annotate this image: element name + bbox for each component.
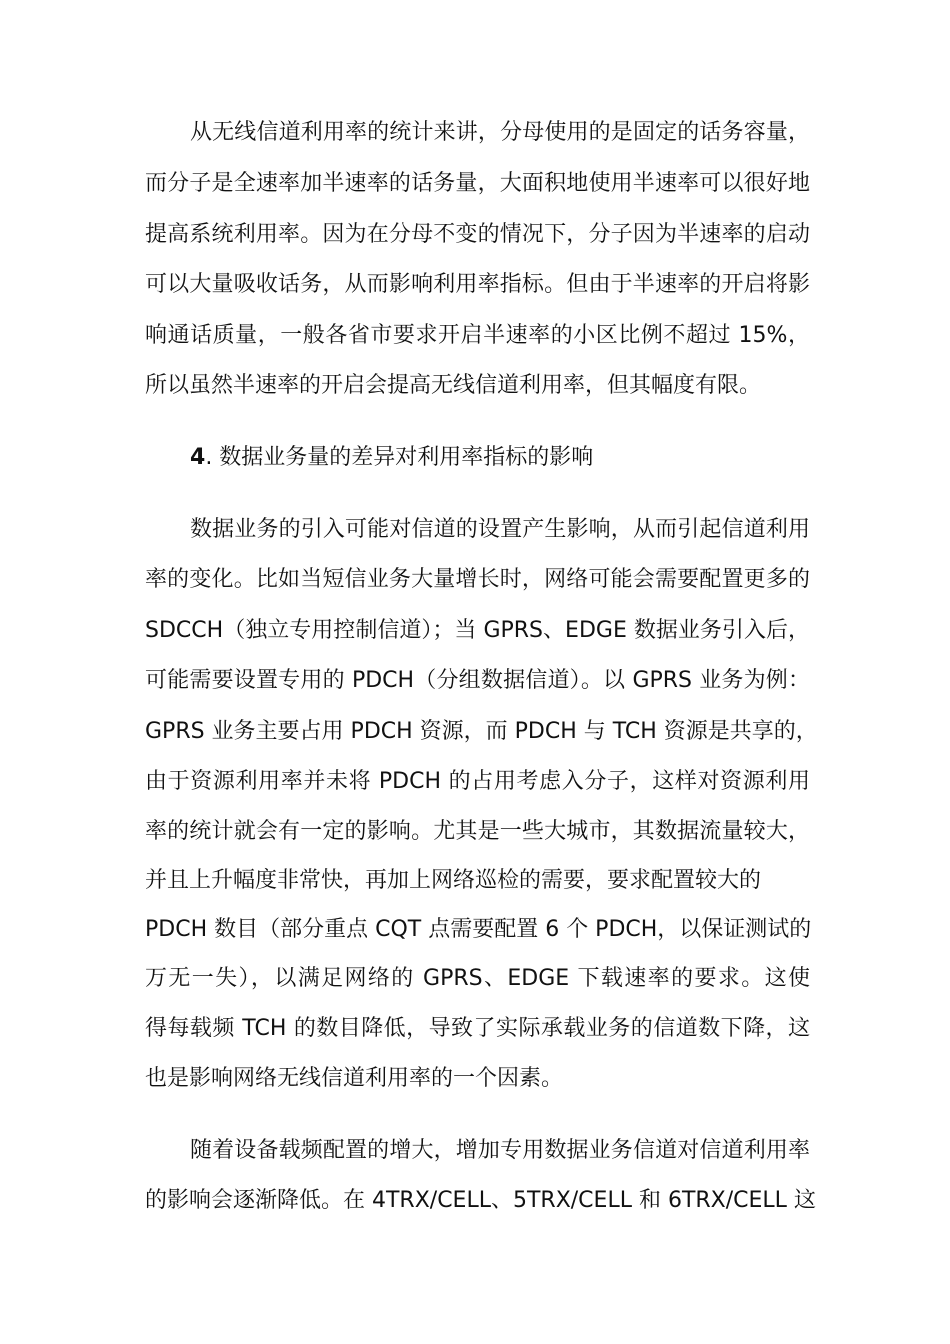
paragraph-2-line: 并且上升幅度非常快，再加上网络巡检的需要，要求配置较大的	[145, 868, 762, 893]
paragraph-1-line: 所以虽然半速率的开启会提高无线信道利用率，但其幅度有限。	[145, 373, 762, 398]
paragraph-3-line: 随着设备载频配置的增大，增加专用数据业务信道对信道利用率	[190, 1138, 810, 1163]
paragraph-2-line: GPRS 业务主要占用 PDCH 资源，而 PDCH 与 TCH 资源是共享的，	[145, 719, 818, 744]
paragraph-1-line: 可以大量吸收话务，从而影响利用率指标。但由于半速率的开启将影	[145, 272, 810, 297]
paragraph-2-line: 率的变化。比如当短信业务大量增长时，网络可能会需要配置更多的	[145, 567, 810, 592]
paragraph-1-line: 从无线信道利用率的统计来讲，分母使用的是固定的话务容量，	[190, 120, 810, 145]
paragraph-1-line: 而分子是全速率加半速率的话务量，大面积地使用半速率可以很好地	[145, 171, 810, 196]
paragraph-3-line: 的影响会逐渐降低。在 4TRX/CELL、5TRX/CELL 和 6TRX/CELL 这	[145, 1188, 816, 1213]
paragraph-2-line: 得每载频 TCH 的数目降低，导致了实际承载业务的信道数下降，这	[145, 1016, 810, 1041]
paragraph-2-line: 可能需要设置专用的 PDCH（分组数据信道）。以 GPRS 业务为例：	[145, 668, 810, 693]
paragraph-2-line: 数据业务的引入可能对信道的设置产生影响，从而引起信道利用	[190, 517, 810, 542]
paragraph-2-line: 率的统计就会有一定的影响。尤其是一些大城市，其数据流量较大，	[145, 819, 810, 844]
paragraph-2-line: 万无一失），以满足网络的 GPRS、EDGE 下载速率的要求。这使	[145, 966, 810, 991]
paragraph-1-line: 响通话质量，一般各省市要求开启半速率的小区比例不超过 15%，	[145, 323, 810, 348]
paragraph-2-line: SDCCH（独立专用控制信道）；当 GPRS、EDGE 数据业务引入后，	[145, 618, 810, 643]
paragraph-2-line: 由于资源利用率并未将 PDCH 的占用考虑入分子，这样对资源利用	[145, 769, 810, 794]
section-title: . 数据业务量的差异对利用率指标的影响	[205, 445, 594, 470]
section-heading	[190, 441, 750, 475]
paragraph-2-line: 也是影响网络无线信道利用率的一个因素。	[145, 1066, 564, 1091]
section-number: 4	[190, 445, 206, 470]
paragraph-2-line: PDCH 数目（部分重点 CQT 点需要配置 6 个 PDCH，以保证测试的	[145, 917, 812, 942]
paragraph-1-line: 提高系统利用率。因为在分母不变的情况下，分子因为半速率的启动	[145, 222, 810, 247]
